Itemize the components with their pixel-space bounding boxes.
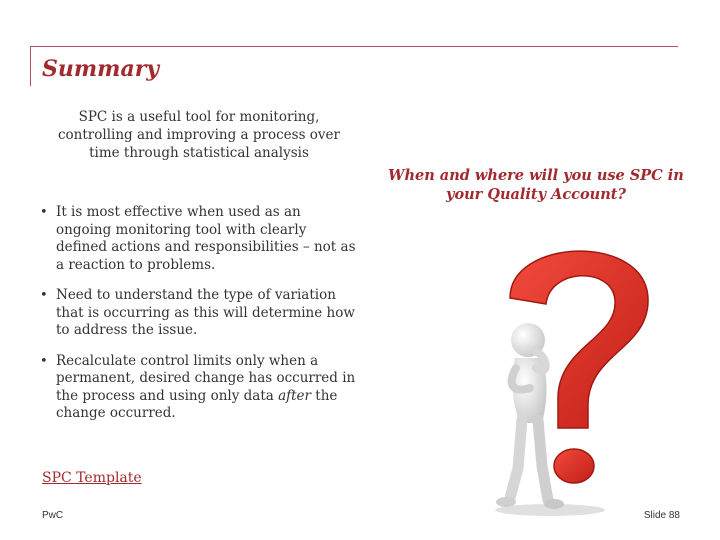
bullet-dot: • — [40, 205, 48, 220]
slide-title: Summary — [42, 56, 160, 82]
bullet-text-emphasis: after — [278, 387, 311, 404]
bullet-text: Need to understand the type of variation that is occurring as this will determine how to address the issue. — [56, 287, 355, 338]
bullet-text: It is most effective when used as an ongoing monitoring tool with clearly defined actions and responsibilities – not as a reaction to problems. — [56, 204, 356, 273]
bullet-text-after: the change occurred. — [56, 387, 338, 421]
header-rule-left — [30, 46, 31, 86]
intro-text: SPC is a useful tool for monitoring, controlling and improving a process over time through statistical analysis — [57, 109, 341, 161]
question-callout: When and where will you use SPC in your Quality Account? — [388, 167, 684, 203]
bullet-text-before: Recalculate control limits only when a permanent, desired change has occurred in the process and using only data — [56, 352, 356, 404]
footer-brand: PwC — [42, 510, 64, 521]
bullet-item — [40, 204, 358, 274]
header-rule — [30, 46, 678, 47]
bullet-item — [40, 353, 358, 423]
spc-template-link[interactable]: SPC Template — [42, 470, 142, 486]
bullet-dot: • — [40, 353, 48, 369]
bullet-text — [56, 353, 355, 422]
bullet-list — [40, 204, 358, 436]
slide-number: Slide 88 — [643, 510, 680, 521]
bullet-item — [40, 287, 358, 340]
bullet-dot: • — [40, 288, 48, 303]
thinking-person-question-mark-icon — [470, 228, 670, 518]
